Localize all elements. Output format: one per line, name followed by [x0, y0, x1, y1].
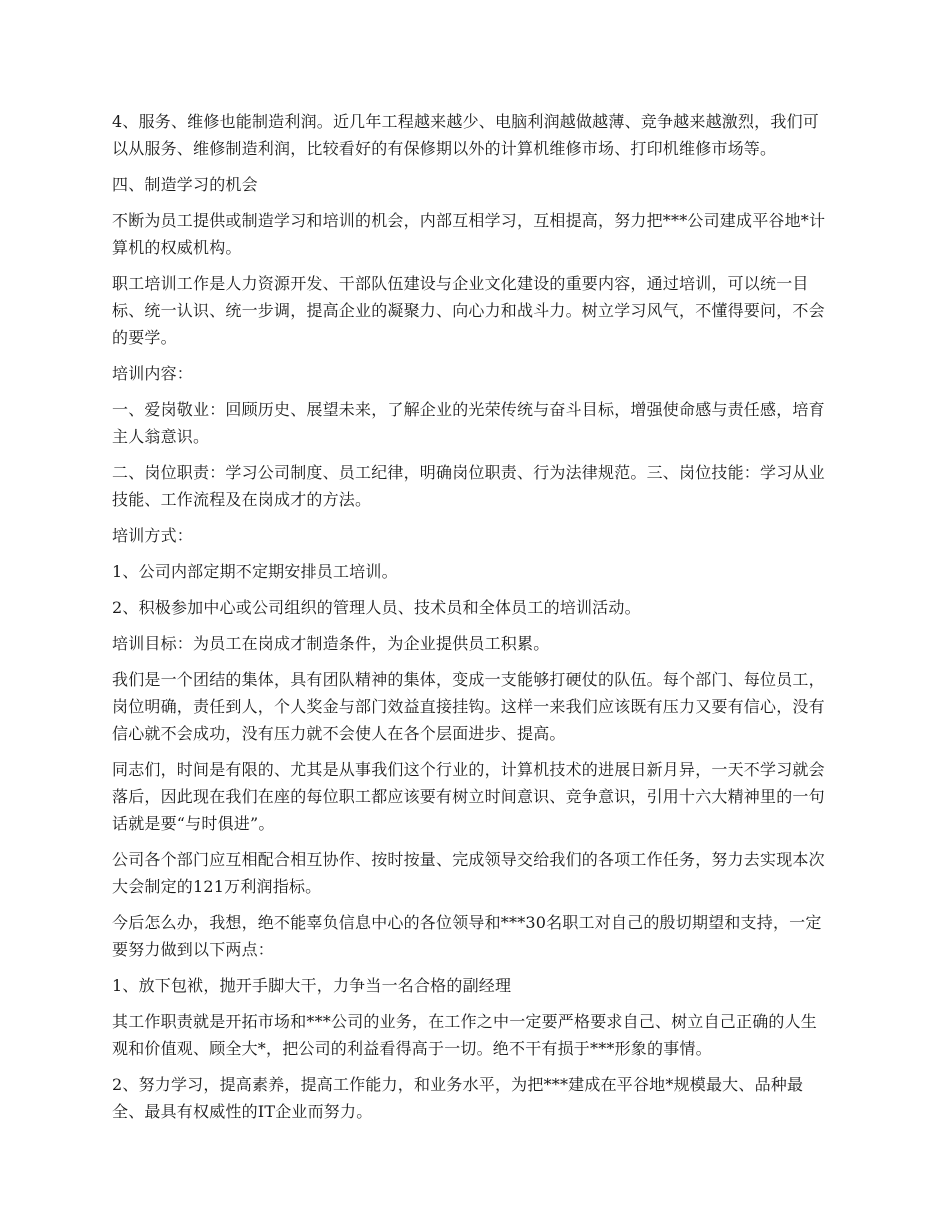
paragraph-training-goal: 培训目标：为员工在岗成才制造条件，为企业提供员工积累。 — [112, 634, 550, 653]
list-item-external-training: 2、积极参加中心或公司组织的管理人员、技术员和全体员工的培训活动。 — [112, 598, 641, 617]
paragraph-team-spirit: 我们是一个团结的集体，具有团队精神的集体，变成一支能够打硬仗的队伍。每个部门、每位员工，岗位明确，责任到人，个人奖金与部门效益直接挂钩。这样一来我们应该既有压力又要有信心，没有信心就不会成功，没有压力就不会使人在各个层面进步、提高。 — [112, 670, 825, 743]
list-item-internal-training: 1、公司内部定期不定期安排员工培训。 — [112, 562, 398, 581]
document-body — [112, 108, 830, 1134]
paragraph-job-duties: 二、岗位职责：学习公司制度、员工纪律，明确岗位职责、行为法律规范。三、岗位技能：学习从业技能、工作流程及在岗成才的方法。 — [112, 463, 825, 509]
paragraph-service-profit: 4、服务、维修也能制造利润。近几年工程越来越少、电脑利润越做越薄、竞争越来越激烈，我们可以从服务、维修制造利润，比较看好的有保修期以外的计算机维修市场、打印机维修市场等。 — [112, 112, 819, 158]
paragraph-time-awareness: 同志们，时间是有限的、尤其是从事我们这个行业的，计算机技术的进展日新月异，一天不学习就会落后，因此现在我们在座的每位职工都应该要有树立时间意识、竞争意识，引用十六大精神里的一句话就是要“与时俱进”。 — [112, 760, 825, 833]
paragraph-job-responsibility: 其工作职责就是开拓市场和***公司的业务，在工作之中一定要严格要求自己、树立自己正确的人生观和价值观、顾全大*，把公司的利益看得高于一切。绝不干有损于***形象的事情。 — [112, 1012, 818, 1058]
list-item-deputy-manager: 1、放下包袱，抛开手脚大干，力争当一名合格的副经理 — [112, 976, 512, 995]
label-training-method: 培训方式： — [112, 526, 194, 545]
list-item-study-hard: 2、努力学习，提高素养，提高工作能力，和业务水平，为把***建成在平谷地*规模最大、品种最全、最具有权威性的IT企业而努力。 — [112, 1075, 804, 1121]
paragraph-future-plan: 今后怎么办，我想，绝不能辜负信息中心的各位领导和***30名职工对自己的殷切期望和支持，一定要努力做到以下两点： — [112, 913, 822, 959]
label-training-content: 培训内容： — [112, 364, 194, 383]
section-heading-learning-opportunity: 四、制造学习的机会 — [112, 175, 258, 194]
paragraph-dedication: 一、爱岗敬业：回顾历史、展望未来，了解企业的光荣传统与奋斗目标，增强使命感与责任感，培育主人翁意识。 — [112, 400, 825, 446]
paragraph-learning-training: 不断为员工提供或制造学习和培训的机会，内部互相学习，互相提高，努力把***公司建成平谷地*计算机的权威机构。 — [112, 211, 826, 257]
paragraph-training-importance: 职工培训工作是人力资源开发、干部队伍建设与企业文化建设的重要内容，通过培训，可以统一目标、统一认识、统一步调，提高企业的凝聚力、向心力和战斗力。树立学习风气，不懂得要问，不会的要学。 — [112, 274, 825, 347]
paragraph-profit-target: 公司各个部门应互相配合相互协作、按时按量、完成领导交给我们的各项工作任务，努力去实现本次大会制定的121万利润指标。 — [112, 850, 825, 896]
